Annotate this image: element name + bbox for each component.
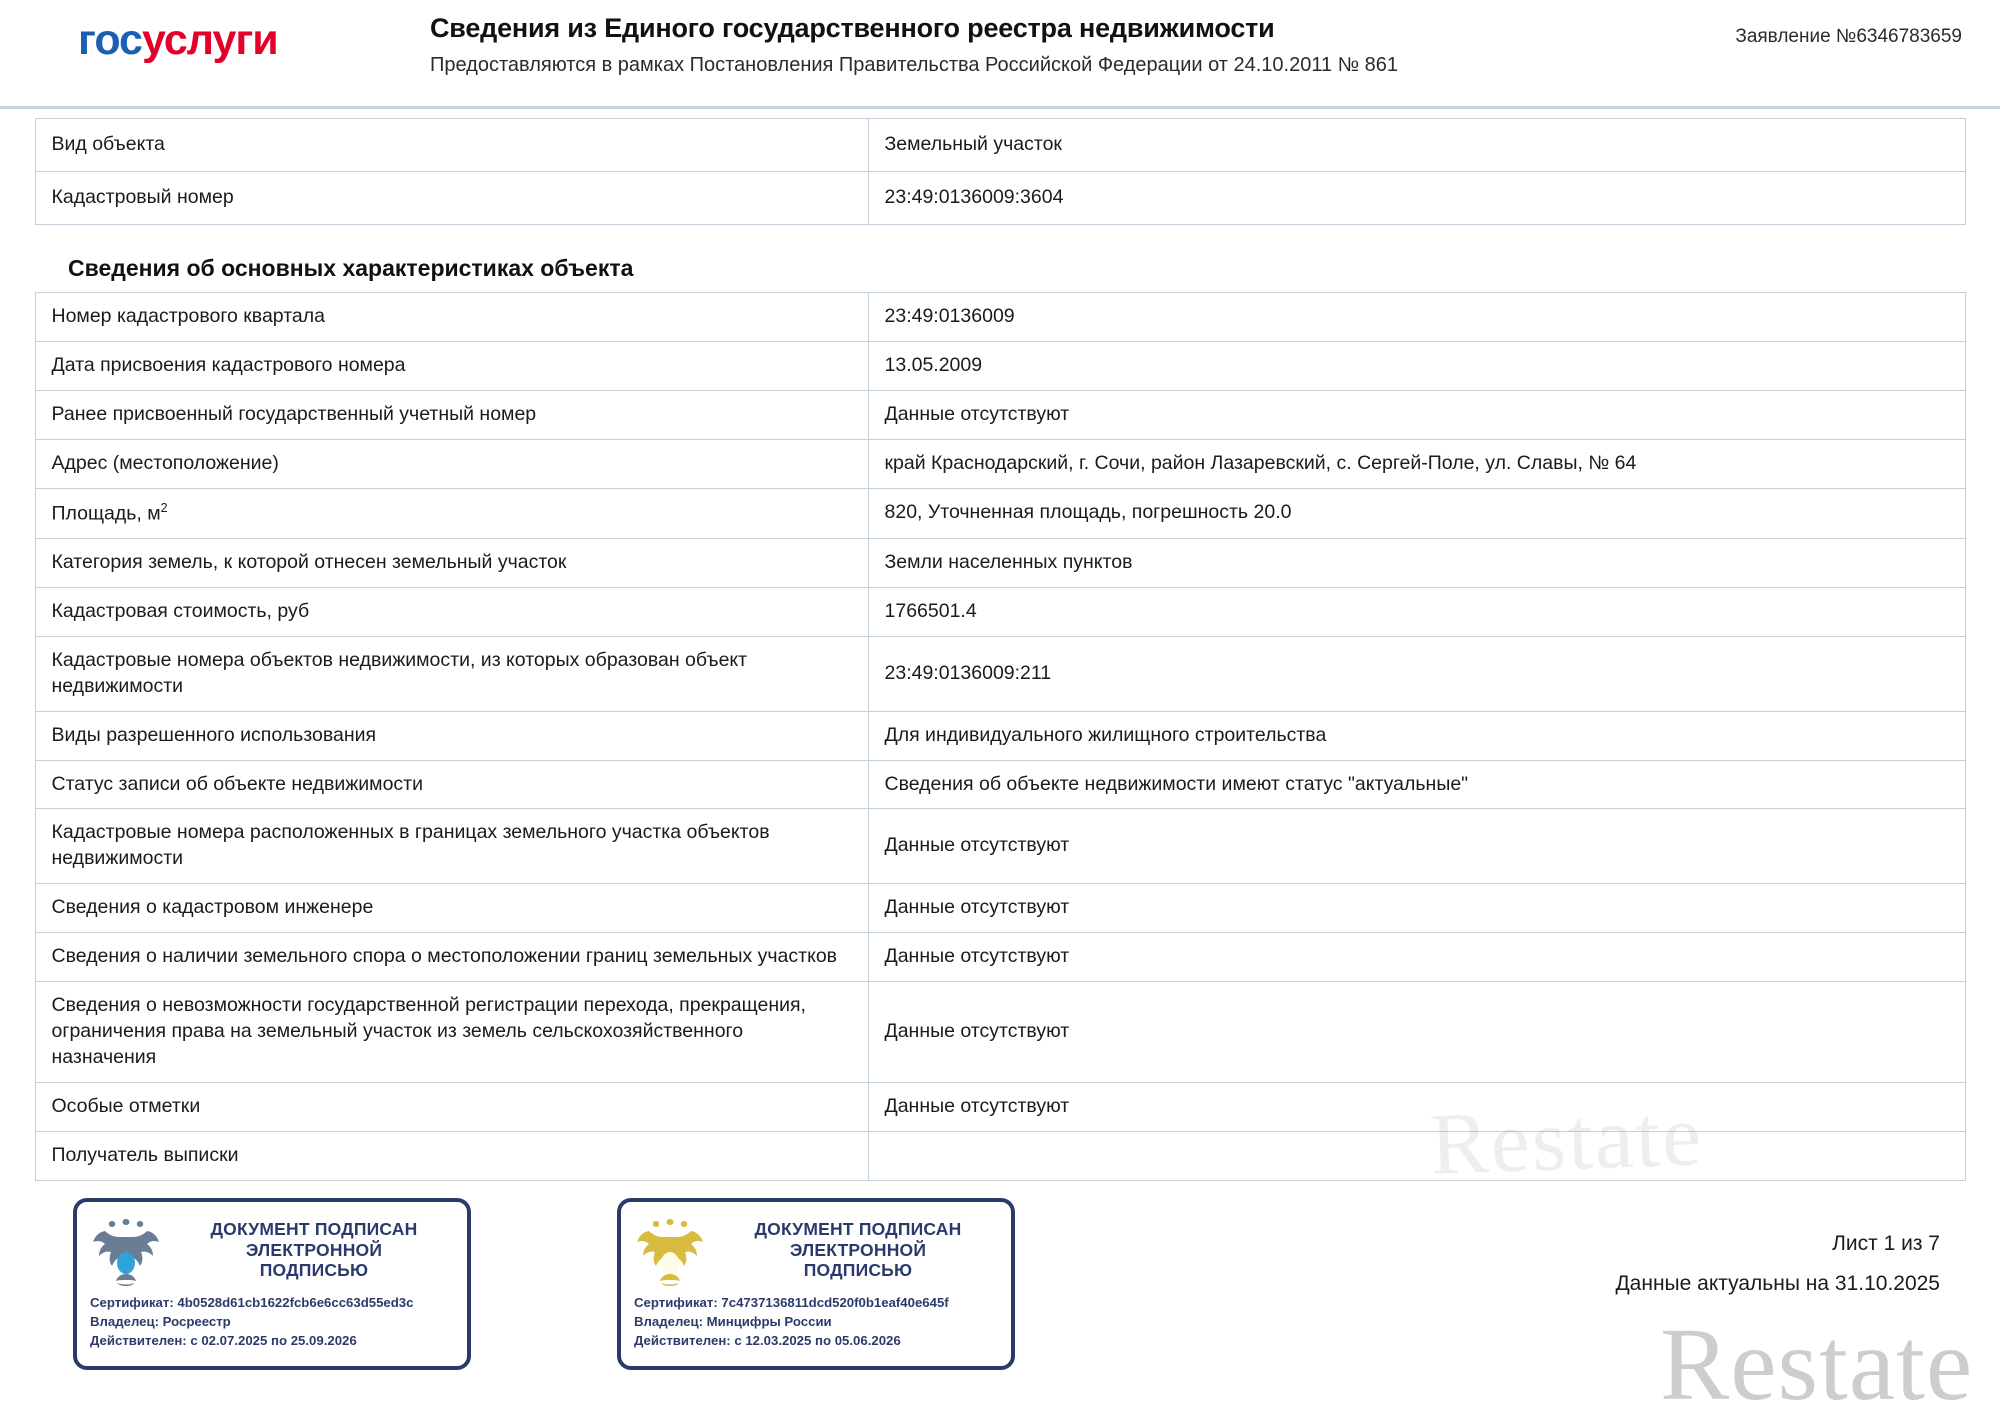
stamp-heading-line-3: ПОДПИСЬЮ — [803, 1260, 913, 1281]
main-characteristics-table — [35, 292, 1966, 1181]
row-value: Для индивидуального жилищного строительства — [868, 711, 1965, 760]
signature-stamp-rosreestr — [73, 1198, 471, 1370]
row-value: 820, Уточненная площадь, погрешность 20.0 — [868, 488, 1965, 538]
header-divider — [0, 106, 2000, 109]
stamp-heading-line-2: ЭЛЕКТРОННОЙ — [789, 1239, 927, 1260]
application-number: Заявление №6346783659 — [1735, 26, 1962, 47]
table-row — [35, 587, 1965, 636]
stamp-heading-row — [621, 1202, 1011, 1291]
page-info — [1615, 1224, 1940, 1304]
page-title: Сведения из Единого государственного реестра недвижимости — [430, 13, 1275, 43]
document-footer — [0, 1180, 2000, 1414]
main-characteristics-table-body — [35, 292, 1965, 1180]
gosuslugi-logo — [78, 16, 278, 65]
row-value: 23:49:0136009 — [868, 292, 1965, 341]
stamp-heading-line-1: ДОКУМЕНТ ПОДПИСАН — [210, 1219, 418, 1240]
watermark-bottom: Restate — [1660, 1307, 1974, 1422]
row-value: Земельный участок — [868, 119, 1965, 172]
document-header — [0, 0, 2000, 108]
object-summary-table — [35, 118, 1966, 225]
stamp-validity: Действителен: с 12.03.2025 по 05.06.2026 — [634, 1333, 901, 1349]
row-label: Дата присвоения кадастрового номера — [35, 341, 868, 390]
row-value: Земли населенных пунктов — [868, 538, 1965, 587]
stamp-heading — [171, 1219, 467, 1281]
object-summary-table-body — [35, 119, 1965, 225]
row-value: Данные отсутствуют — [868, 390, 1965, 439]
table-row — [35, 982, 1965, 1083]
row-value: край Краснодарский, г. Сочи, район Лазаревский, с. Сергей-Поле, ул. Славы, № 64 — [868, 439, 1965, 488]
double-headed-eagle-emblem-icon — [91, 1211, 161, 1289]
row-value: 13.05.2009 — [868, 341, 1965, 390]
row-label: Кадастровые номера расположенных в границах земельного участка объектов недвижимости — [35, 809, 868, 884]
stamp-certificate: Сертификат: 4b0528d61cb1622fcb6e6cc63d55ed3c — [90, 1295, 414, 1310]
row-label: Сведения о наличии земельного спора о местоположении границ земельных участков — [35, 933, 868, 982]
table-row — [35, 1131, 1965, 1180]
row-value: Данные отсутствуют — [868, 982, 1965, 1083]
data-actual-date: Данные актуальны на 31.10.2025 — [1615, 1271, 1940, 1295]
table-row — [35, 488, 1965, 538]
row-value: Данные отсутствуют — [868, 1082, 1965, 1131]
stamp-heading-line-2: ЭЛЕКТРОННОЙ — [245, 1239, 383, 1260]
table-row — [35, 760, 1965, 809]
signature-stamp-mincifry — [617, 1198, 1015, 1370]
logo-text-blue: гос — [78, 16, 142, 64]
stamp-details — [77, 1291, 467, 1350]
row-label: Ранее присвоенный государственный учетный номер — [35, 390, 868, 439]
row-label: Категория земель, к которой отнесен земельный участок — [35, 538, 868, 587]
page-subtitle: Предоставляются в рамках Постановления Правительства Российской Федерации от 24.10.2011 № 861 — [430, 53, 1399, 76]
stamp-heading — [715, 1219, 1011, 1281]
stamp-heading-row — [77, 1202, 467, 1291]
table-row — [35, 1082, 1965, 1131]
row-label: Получатель выписки — [35, 1131, 868, 1180]
row-label: Сведения о кадастровом инженере — [35, 884, 868, 933]
row-label-superscript: 2 — [160, 500, 168, 515]
row-value — [868, 1131, 1965, 1180]
table-row — [35, 933, 1965, 982]
row-label: Кадастровые номера объектов недвижимости, из которых образован объект недвижимости — [35, 636, 868, 711]
stamp-details — [621, 1291, 1011, 1350]
table-row — [35, 390, 1965, 439]
double-headed-eagle-emblem-icon — [635, 1211, 705, 1289]
row-value: 1766501.4 — [868, 587, 1965, 636]
table-row — [35, 341, 1965, 390]
table-row — [35, 171, 1965, 224]
row-label: Сведения о невозможности государственной регистрации перехода, прекращения, ограничения права на земельный участок из земель сельскохозяйственного назначения — [35, 982, 868, 1083]
row-value: Данные отсутствуют — [868, 884, 1965, 933]
row-label — [35, 488, 868, 538]
table-row — [35, 636, 1965, 711]
page-number-label: Лист 1 из 7 — [1832, 1232, 1940, 1255]
stamp-validity: Действителен: с 02.07.2025 по 25.09.2026 — [90, 1333, 357, 1349]
table-row — [35, 439, 1965, 488]
stamp-certificate: Сертификат: 7c4737136811dcd520f0b1eaf40e645f — [634, 1295, 949, 1310]
stamp-owner: Владелец: Росреестр — [90, 1314, 231, 1330]
row-label: Виды разрешенного использования — [35, 711, 868, 760]
header-title-block — [430, 12, 1610, 78]
stamp-heading-line-3: ПОДПИСЬЮ — [259, 1260, 369, 1281]
row-label: Адрес (местоположение) — [35, 439, 868, 488]
row-label-base: Площадь, м — [51, 502, 161, 525]
row-label: Номер кадастрового квартала — [35, 292, 868, 341]
row-label: Статус записи об объекте недвижимости — [35, 760, 868, 809]
table-row — [35, 119, 1965, 172]
table-row — [35, 884, 1965, 933]
row-value: Сведения об объекте недвижимости имеют статус "актуальные" — [868, 760, 1965, 809]
stamp-heading-line-1: ДОКУМЕНТ ПОДПИСАН — [754, 1219, 962, 1240]
row-value: Данные отсутствуют — [868, 933, 1965, 982]
row-value: Данные отсутствуют — [868, 809, 1965, 884]
row-label: Кадастровый номер — [35, 171, 868, 224]
row-value: 23:49:0136009:3604 — [868, 171, 1965, 224]
table-row — [35, 538, 1965, 587]
row-label: Кадастровая стоимость, руб — [35, 587, 868, 636]
table-row — [35, 809, 1965, 884]
row-label: Вид объекта — [35, 119, 868, 172]
table-row — [35, 711, 1965, 760]
logo-text-red: услуги — [141, 16, 278, 64]
stamp-owner: Владелец: Минцифры России — [634, 1314, 832, 1330]
row-label: Особые отметки — [35, 1082, 868, 1131]
row-value: 23:49:0136009:211 — [868, 636, 1965, 711]
section-title: Сведения об основных характеристиках объекта — [68, 254, 634, 281]
table-row — [35, 292, 1965, 341]
